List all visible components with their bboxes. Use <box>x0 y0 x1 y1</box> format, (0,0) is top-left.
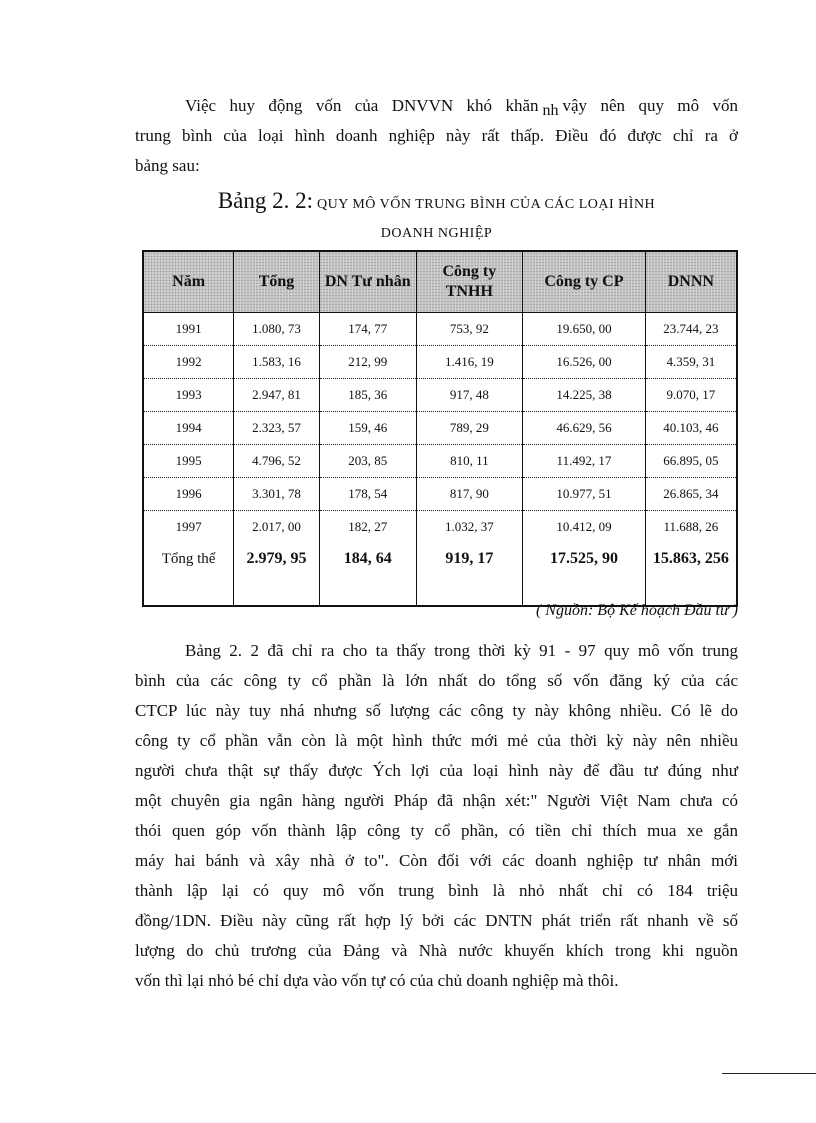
cell-joint-stock: 16.526, 00 <box>523 346 646 379</box>
intro-line-2: trung bình của loại hình doanh nghiệp này rất thấp. Điều đó được chỉ ra ở <box>135 126 738 145</box>
table-header-row <box>143 251 737 313</box>
intro-line-3: bảng sau: <box>135 156 200 175</box>
table-caption-prefix: Bảng 2. 2: <box>217 188 314 213</box>
total-cell-state-owned: 15.863, 256 <box>645 543 737 606</box>
header-private-enterprise: DN Tư nhân <box>319 251 416 313</box>
header-joint-stock: Công ty CP <box>523 251 646 313</box>
cell-llc: 810, 11 <box>416 445 523 478</box>
header-llc: Công ty TNHH <box>416 251 523 313</box>
intro-line-1-subscript: nh <box>542 102 559 119</box>
cell-year: 1995 <box>143 445 234 478</box>
footnote-divider <box>722 1073 816 1074</box>
cell-year: 1992 <box>143 346 234 379</box>
table-row <box>143 511 737 544</box>
cell-llc: 917, 48 <box>416 379 523 412</box>
table-row <box>143 478 737 511</box>
header-year: Năm <box>143 251 234 313</box>
paragraph-line: vốn thì lại nhỏ bé chỉ dựa vào vốn tự có của chủ doanh nghiệp mà thôi. <box>135 971 619 990</box>
cell-private-enterprise: 212, 99 <box>319 346 416 379</box>
paragraph-line: Bảng 2. 2 đã chỉ ra cho ta thấy trong thời kỳ 91 - 97 quy mô vốn trung <box>185 641 738 660</box>
cell-total: 1.583, 16 <box>234 346 320 379</box>
cell-llc: 1.032, 37 <box>416 511 523 544</box>
cell-private-enterprise: 185, 36 <box>319 379 416 412</box>
paragraph-line: một chuyên gia ngân hàng người Pháp đã nhận xét:" Người Việt Nam chưa có <box>135 791 738 810</box>
header-total: Tổng <box>234 251 320 313</box>
cell-joint-stock: 11.492, 17 <box>523 445 646 478</box>
cell-llc: 753, 92 <box>416 313 523 346</box>
cell-year: 1991 <box>143 313 234 346</box>
cell-year: 1996 <box>143 478 234 511</box>
table-source-note: ( Nguồn: Bộ Kế hoạch Đầu tư ) <box>535 602 738 619</box>
total-cell-joint-stock: 17.525, 90 <box>523 543 646 606</box>
table-row <box>143 379 737 412</box>
cell-llc: 789, 29 <box>416 412 523 445</box>
header-state-owned: DNNN <box>645 251 737 313</box>
total-cell-private-enterprise: 184, 64 <box>319 543 416 606</box>
cell-joint-stock: 19.650, 00 <box>523 313 646 346</box>
paragraph-line: CTCP lúc này tuy nhá nhưng số lượng các công ty này không nhiều. Có lẽ do <box>135 701 738 720</box>
cell-total: 2.947, 81 <box>234 379 320 412</box>
cell-llc: 817, 90 <box>416 478 523 511</box>
intro-line-1-text-b: vậy nên quy mô vốn <box>562 96 738 115</box>
cell-private-enterprise: 182, 27 <box>319 511 416 544</box>
cell-total: 3.301, 78 <box>234 478 320 511</box>
table-total-row <box>143 543 737 606</box>
cell-private-enterprise: 159, 46 <box>319 412 416 445</box>
cell-private-enterprise: 203, 85 <box>319 445 416 478</box>
cell-year: 1997 <box>143 511 234 544</box>
table-caption-title-line-2: DOANH NGHIỆP <box>380 226 493 241</box>
cell-joint-stock: 46.629, 56 <box>523 412 646 445</box>
cell-private-enterprise: 174, 77 <box>319 313 416 346</box>
cell-state-owned: 11.688, 26 <box>645 511 737 544</box>
table-caption-title: QUY MÔ VỐN TRUNG BÌNH CỦA CÁC LOẠI HÌNH <box>317 197 656 212</box>
paragraph-line: công ty cổ phần vẫn còn là một hình thức mới mẻ của thời kỳ này nên nhiều <box>135 731 738 750</box>
total-cell-llc: 919, 17 <box>416 543 523 606</box>
capital-scale-table <box>142 250 738 607</box>
cell-joint-stock: 10.977, 51 <box>523 478 646 511</box>
table-row <box>143 445 737 478</box>
cell-state-owned: 9.070, 17 <box>645 379 737 412</box>
total-label: Tổng thể <box>143 543 234 606</box>
intro-line-1 <box>135 91 738 121</box>
cell-state-owned: 4.359, 31 <box>645 346 737 379</box>
cell-year: 1993 <box>143 379 234 412</box>
cell-joint-stock: 14.225, 38 <box>523 379 646 412</box>
paragraph-line: người chưa thật sự thấy được Ých lợi của loại hình này để đầu tư đúng như <box>135 761 738 780</box>
analysis-paragraph <box>135 636 738 996</box>
paragraph-line: thói quen góp vốn thành lập công ty cổ phần, có tiền chỉ thích mua xe gắn <box>135 821 738 840</box>
intro-paragraph <box>135 91 738 181</box>
cell-llc: 1.416, 19 <box>416 346 523 379</box>
cell-year: 1994 <box>143 412 234 445</box>
paragraph-line: đồng/1DN. Điều này cũng rất hợp lý bởi các DNTN phát triển rất nhanh về số <box>135 911 738 930</box>
paragraph-line: lượng do chủ trương của Đảng và Nhà nước khuyến khích trong khi nguồn <box>135 941 738 960</box>
cell-state-owned: 66.895, 05 <box>645 445 737 478</box>
cell-state-owned: 23.744, 23 <box>645 313 737 346</box>
cell-private-enterprise: 178, 54 <box>319 478 416 511</box>
total-cell-total: 2.979, 95 <box>234 543 320 606</box>
table-row <box>143 346 737 379</box>
cell-total: 4.796, 52 <box>234 445 320 478</box>
cell-state-owned: 26.865, 34 <box>645 478 737 511</box>
paragraph-line: máy hai bánh và xây nhà ở to". Còn đối với các doanh nghiệp tư nhân mới <box>135 851 738 870</box>
cell-state-owned: 40.103, 46 <box>645 412 737 445</box>
table-row <box>143 412 737 445</box>
table-caption <box>135 184 738 218</box>
cell-total: 2.017, 00 <box>234 511 320 544</box>
cell-joint-stock: 10.412, 09 <box>523 511 646 544</box>
paragraph-line: bình của các công ty cổ phần là lớn nhất do tổng số vốn đăng ký của các <box>135 671 738 690</box>
cell-total: 2.323, 57 <box>234 412 320 445</box>
intro-line-1-text-a: Việc huy động vốn của DNVVN khó khăn <box>185 96 539 115</box>
table-row <box>143 313 737 346</box>
cell-total: 1.080, 73 <box>234 313 320 346</box>
paragraph-line: thành lập lại có quy mô vốn trung bình là nhỏ nhất chỉ có 184 triệu <box>135 881 738 900</box>
